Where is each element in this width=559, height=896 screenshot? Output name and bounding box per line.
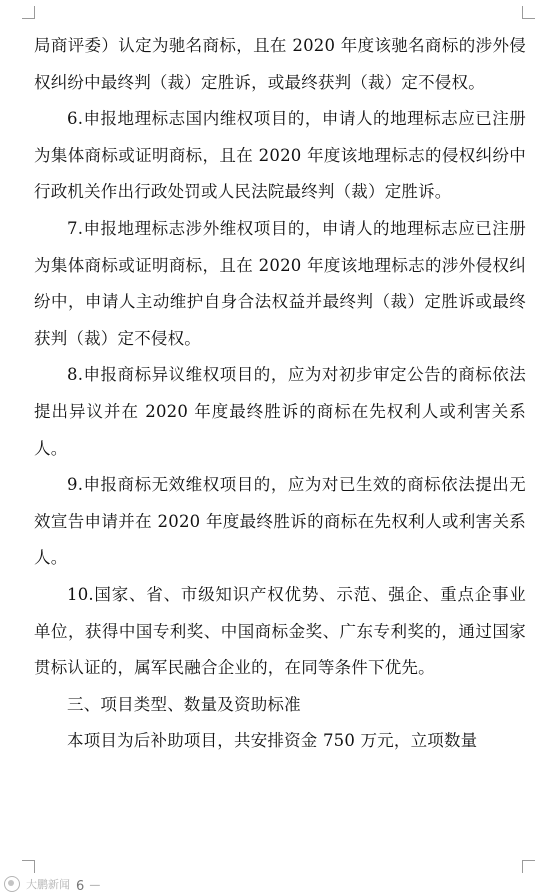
watermark-text: 大鹏新闻	[26, 878, 70, 891]
paragraph-item-6: 6.申报地理标志国内维权项目的，申请人的地理标志应已注册为集体商标或证明商标，且在 2020 年度该地理标志的侵权纠纷中行政机关作出行政处罚或人民法院最终判（裁）定胜诉。	[34, 109, 526, 202]
crop-mark-top-left	[22, 6, 35, 19]
crop-mark-top-right	[522, 6, 535, 19]
watermark-logo-icon	[4, 876, 20, 892]
crop-mark-bottom-left	[22, 860, 35, 873]
page-number: 6 －	[76, 878, 102, 894]
paragraph-last-line: 本项目为后补助项目，共安排资金 750 万元，立项数量	[67, 731, 478, 751]
paragraph-item-7: 7.申报地理标志涉外维权项目的，申请人的地理标志应已注册为集体商标或证明商标，且在 2020 年度该地理标志的涉外侵权纠纷中，申请人主动维护自身合法权益并最终判（裁）定胜诉或最终获判（裁）定不侵权。	[34, 218, 526, 348]
document-body	[34, 28, 526, 760]
paragraph-item-9: 9.申报商标无效维权项目的，应为对已生效的商标依法提出无效宣告申请并在 2020 年度最终胜诉的商标在先权利人或利害关系人。	[34, 475, 526, 568]
paragraph-item-8: 8.申报商标异议维权项目的，应为对初步审定公告的商标依法提出异议并在 2020 年度最终胜诉的商标在先权利人或利害关系人。	[34, 365, 526, 458]
paragraph-item-10: 10.国家、省、市级知识产权优势、示范、强企、重点企事业单位，获得中国专利奖、中国商标金奖、广东专利奖的，通过国家贯标认证的，属军民融合企业的，在同等条件下优先。	[34, 584, 526, 678]
page-footer	[4, 874, 101, 894]
crop-mark-bottom-right	[522, 860, 535, 873]
paragraph-continuation: 局商评委）认定为驰名商标，且在 2020 年度该驰名商标的涉外侵权纠纷中最终判（裁）定胜诉，或最终获判（裁）定不侵权。	[34, 36, 526, 92]
section-heading: 三、项目类型、数量及资助标准	[67, 694, 301, 714]
